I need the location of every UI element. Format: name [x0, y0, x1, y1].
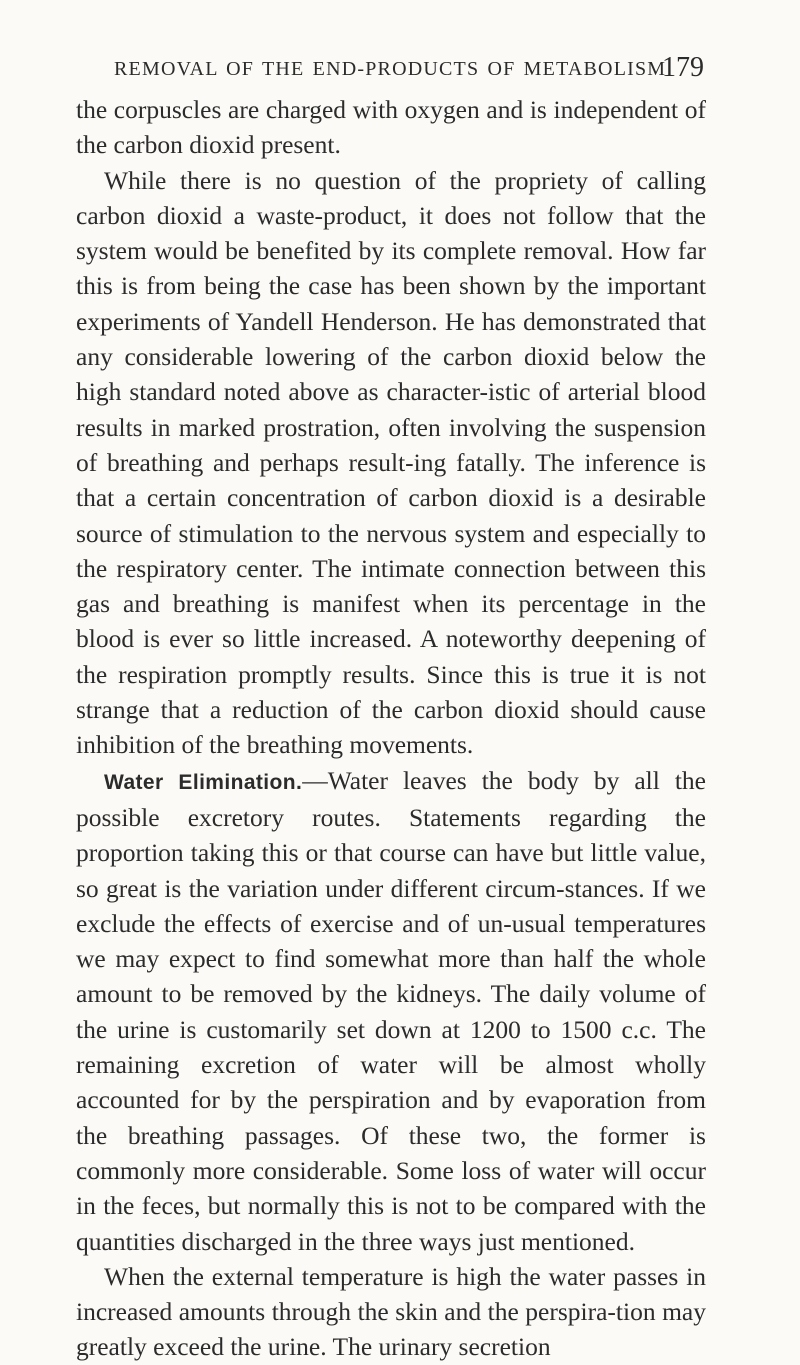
- page-header: [114, 52, 704, 92]
- page-number: 179: [662, 52, 704, 83]
- section-heading: Water Elimination.: [104, 770, 303, 794]
- paragraph-1: the corpuscles are charged with oxygen and is independent of the carbon dioxid present.: [76, 95, 706, 160]
- paragraph-4: When the external temperature is high the water passes in increased amounts through the skin and the perspira-tion may greatly exceed the urine. The urinary secretion: [76, 1261, 706, 1362]
- paragraph-2: While there is no question of the propriety of calling carbon dioxid a waste-product, it does not follow that the system would be benefited by its complete removal. How far this is from being the case has been shown by the important experiments of Yandell Henderson. He has demonstrated that any considerable lowering of the carbon dioxid below the high standard noted above as character-istic of arterial blood results in marked prostration, often involving the suspension of breathing and perhaps result-ing fatally. The inference is that a certain concentration of carbon dioxid is a desirable source of stimulation to the nervous system and especially to the respiratory center. The intimate connection between this gas and breathing is manifest when its percentage in the blood is ever so little increased. A noteworthy deepening of the respiration promptly results. Since this is true it is not strange that a reduction of the carbon dioxid should cause inhibition of the breathing movements.: [76, 165, 706, 760]
- running-head: REMOVAL OF THE END-PRODUCTS OF METABOLISM: [114, 58, 667, 80]
- body-text: [76, 92, 706, 1365]
- paragraph-3: [76, 763, 706, 1259]
- paragraph-3-text: —Water leaves the body by all the possible excretory routes. Statements regarding the proportion taking this or that course can have but little value, so great is the variation under different circum-stances. If we exclude the effects of exercise and of un-usual temperatures we may expect to find somewhat more than half the whole amount to be removed by the kidneys. The daily volume of the urine is customarily set down at 1200 to 1500 c.c. The remaining excretion of water will be almost wholly accounted for by the perspiration and by evaporation from the breathing passages. Of these two, the former is commonly more considerable. Some loss of water will occur in the feces, but normally this is not to be compared with the quantities discharged in the three ways just mentioned.: [76, 765, 706, 1256]
